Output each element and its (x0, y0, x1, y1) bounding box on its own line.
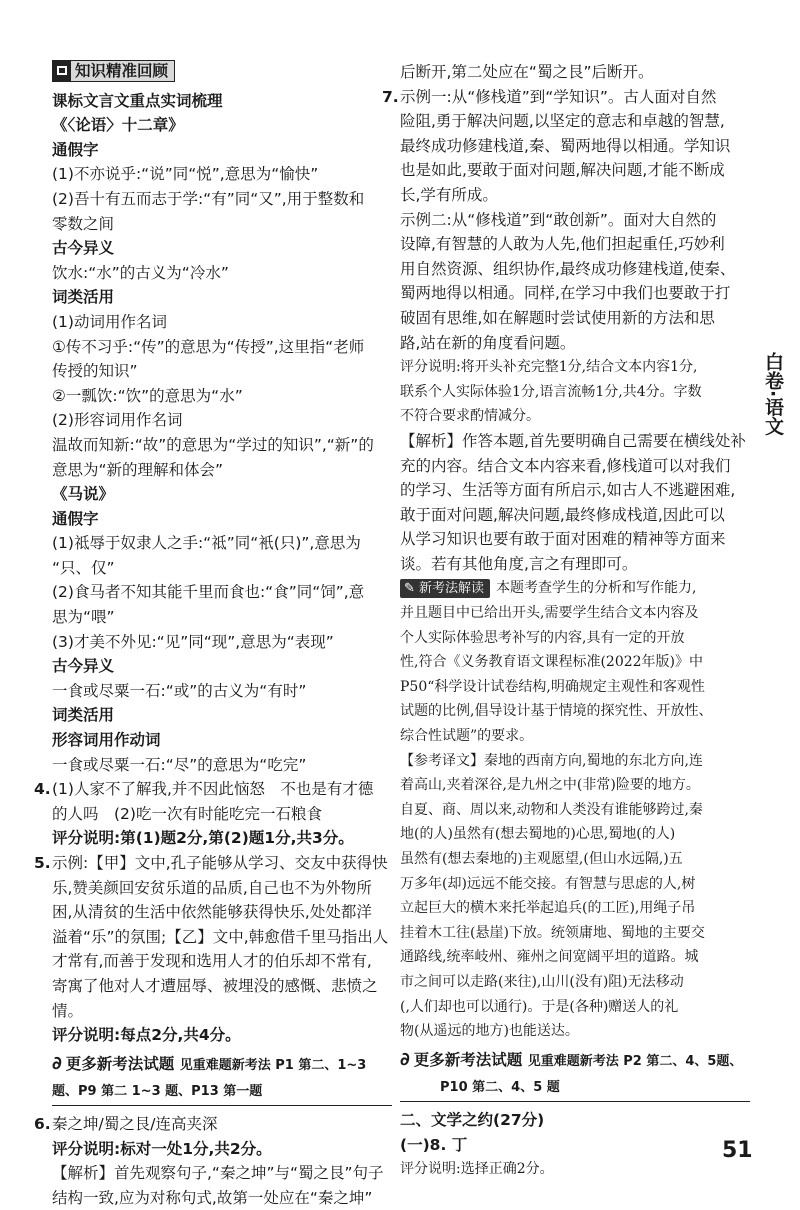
text-line: ①传不习乎:“传”的意思为“传授”,这里指“老师 (52, 337, 365, 356)
q4-line: (1)人家不了解我,并不因此恼怒 不也是有才德 (52, 780, 374, 799)
text-line: 着高山,夹着深谷,是九州之中(非常)险要的地方。 (400, 777, 700, 794)
book-icon (53, 61, 71, 81)
text-line: 通路线,统率岐州、雍州之间宽阔平坦的道路。城 (400, 949, 699, 966)
left-column (34, 60, 392, 1210)
link-icon: ∂ (400, 1048, 410, 1070)
q4-score: 评分说明:第(1)题2分,第(2)题1分,共3分。 (52, 829, 354, 848)
right-column (382, 60, 750, 1182)
text-line: 评分说明:将开头补充完整1分,结合文本内容1分, (400, 359, 698, 376)
text-line: 用自然资源、组织协作,最终成功修建栈道,使秦、 (400, 259, 736, 278)
text-line: 通假字 (52, 140, 99, 159)
q7-analysis (400, 429, 750, 577)
text-line: 一食或尽粟一石:“或”的古义为“有时” (52, 681, 307, 700)
text-line: 思为“喂” (52, 608, 115, 627)
text-line: 【解析】作答本题,首先要明确自己需要在横线处补 (400, 431, 746, 450)
link-icon: ∂ (52, 1052, 62, 1074)
text-line: 传授的知识” (52, 362, 138, 381)
text-line: 古今异义 (52, 657, 115, 676)
text-line: 敢于面对问题,解决问题,最终修成栈道,因此可以 (400, 505, 725, 524)
left-lines (52, 89, 392, 778)
text-line: (2)食马者不知其能千里而食也:“食”同“饲”,意 (52, 583, 365, 602)
text-line: 试题的比例,倡导设计基于情境的探究性、开放性、 (400, 703, 713, 720)
text-line: 性,符合《义务教育语文课程标准(2022年版)》中 (400, 654, 704, 671)
q6-score: 评分说明:标对一处1分,共2分。 (52, 1139, 272, 1158)
text-line: 物(从遥远的地方)也能送达。 (400, 1023, 579, 1040)
text-line: 通假字 (52, 509, 99, 528)
question-7: 7. 示例一:从“修栈道”到“学知识”。古人面对自然 险阻,勇于解决问题,以坚定的意志和卓越的智慧, 最终成功修建栈道,秦、蜀两地得以相通。学知识 也是如此,要敢于面对问题,解决问题,才能不断成 长,学有所成。 示例二:从“修栈道”到“敢创新”。面对大自然的 设障,有智慧的人敢为人先,他们担起重任,巧妙利 用自然资源、组织协作,最终成功修建栈道,使秦、 蜀两地得以相通。同样,在学习中我们也要敢于打 破固有思维,如在解题时尝试使用新的方法和思 路,站在新的角度看问题。 评分说明:将开头补充完整1分,结合文本内容1分, 联系个人实际体验1分,语言流畅1分,共4分。字数 不符合要求酌情减分。 【解析】作答本题,首先要明确自己需要在横线处补 充的内容。结合文本内容来看,修栈道可以对我们 的学习、生活等方面有所启示,如古人不逃避困难, 敢于面对问题,解决问题,最终修成栈道,因此可以 从学习知识也要有敢于面对困难的精神等方面来 谈。若有其他角度,言之有理即可。 (400, 85, 750, 577)
text-line: 《〈论语〉十二章》 (52, 116, 184, 135)
text-line: 万多年(却)远远不能交接。有智慧与思虑的人,树 (400, 875, 696, 892)
page-number: 51 (722, 1138, 753, 1163)
text-line: 路,站在新的角度看问题。 (400, 333, 576, 352)
text-line: 充的内容。结合文本内容来看,修栈道可以对我们 (400, 456, 731, 475)
q4-line: 的人吗 (2)吃一次有时能吃完一石粮食 (52, 804, 322, 823)
text-line: 虽然有(想去秦地的)主观愿望,(但山水远隔,)五 (400, 851, 683, 867)
text-line: (1)动词用作名词 (52, 312, 167, 331)
text-line: (2)形容词用作名词 (52, 411, 183, 430)
text-line: 破固有思维,如在解题时尝试使用新的方法和思 (400, 308, 715, 327)
question-4: 4. (1)人家不了解我,并不因此恼怒 不也是有才德 的人吗 (2)吃一次有时能吃完一石粮食 评分说明:第(1)题2分,第(2)题1分,共3分。 (52, 777, 392, 851)
text-line: 谈。若有其他角度,言之有理即可。 (400, 554, 638, 573)
text-line: 市之间可以走路(来往),山川(没有)阻)无法移动 (400, 973, 684, 990)
text-line: ②一瓢饮:“饮”的意思为“水” (52, 386, 243, 405)
text-line: (,人们却也可以通行)。于是(各种)赠送人的礼 (400, 998, 679, 1015)
text-line: 联系个人实际体验1分,语言流畅1分,共4分。字数 (400, 383, 702, 400)
question-6: 6. 秦之坤/蜀之艮/连高夹深 评分说明:标对一处1分,共2分。 【解析】首先观察句子,“秦之坤”与“蜀之艮”句子 结构一致,应为对称句式,故第一处应在“秦之坤” (52, 1112, 392, 1210)
text-line: (3)才美不外见:“见”同“现”,意思为“表现” (52, 632, 334, 651)
text-line: 自夏、商、周以来,动物和人类没有谁能够跨过,秦 (400, 801, 703, 818)
more-tests-link[interactable]: ∂ 更多新考法试题 见重难题新考法 P1 第二、1~3 题、P9 第二 1~3 题、P13 第一题 (52, 1052, 392, 1106)
q8-score: 评分说明:选择正确2分。 (400, 1161, 554, 1178)
text-line: 零数之间 (52, 214, 115, 233)
text-line: 词类活用 (52, 706, 115, 725)
continued-text: 后断开,第二处应在“蜀之艮”后断开。 (400, 63, 654, 81)
text-line: 蜀两地得以相通。同样,在学习中我们也要敢于打 (400, 284, 731, 303)
q7-score (400, 355, 750, 429)
text-line: 课标文言文重点实词梳理 (52, 91, 223, 110)
text-line: 意思为“新的理解和体会” (52, 460, 224, 479)
text-line: 示例一:从“修栈道”到“学知识”。古人面对自然 (400, 87, 717, 106)
text-line: 长,学有所成。 (400, 185, 498, 204)
side-label: 白卷·语文 (762, 352, 784, 436)
text-line: 古今异义 (52, 239, 115, 258)
text-line: 饮水:“水”的古义为“冷水” (52, 263, 229, 282)
reference-translation (400, 749, 750, 1044)
text-line: 个人实际体验思考补写的内容,具有一定的开放 (400, 629, 685, 646)
text-line: 【参考译文】秦地的西南方向,蜀地的东北方向,连 (400, 752, 703, 769)
more-tests-link-2[interactable]: ∂ 更多新考法试题 见重难题新考法 P2 第二、4、5题、 P10 第二、4、5 题 (400, 1048, 750, 1102)
text-line: 综合性试题”的要求。 (400, 728, 534, 745)
section-2-title: 二、文学之约(27分) (400, 1110, 545, 1129)
text-line: “只、仅” (52, 558, 115, 577)
text-line: P50“科学设计试卷结构,明确规定主观性和客观性 (400, 678, 705, 695)
text-line: 立起巨大的横木来托举起追兵(的工匠),用绳子吊 (400, 900, 696, 917)
text-line: 最终成功修建栈道,秦、蜀两地得以相通。学知识 (400, 136, 731, 155)
text-line: 的学习、生活等方面有所启示,如古人不逃避困难, (400, 481, 736, 500)
new-exam-badge: ✎ 新考法解读 (400, 579, 490, 598)
question-5: 5. 示例:【甲】文中,孔子能够从学习、交友中获得快 乐,赞美颜回安贫乐道的品质,自己也不为外物所 困,从清贫的生活中依然能够获得快乐,处处都洋 溢着“乐”的氛围;【乙】文中,韩愈借千里马指出人 才常有,而善于发现和选用人才的伯乐却不常有, 寄寓了他对人才遭屈辱、被埋没的感慨、悲愤之情。 评分说明:每点2分,共4分。 (52, 851, 392, 1048)
text-line: 并且题目中已给出开头,需要学生结合文本内容及 (400, 605, 699, 622)
text-line: 从学习知识也要有敢于面对困难的精神等方面来 (400, 530, 726, 549)
text-line: (2)吾十有五而志于学:“有”同“又”,用于整数和 (52, 189, 365, 208)
q7-lines (400, 85, 750, 356)
text-line: (1)祗辱于奴隶人之手:“祗”同“衹(只)”,意思为 (52, 534, 361, 553)
question-8: (一)8. 丁 (400, 1135, 468, 1154)
text-line: 词类活用 (52, 288, 115, 307)
text-line: 地(的人)虽然有(想去蜀地的)心思,蜀地(的人) (400, 826, 676, 843)
text-line: 也是如此,要敢于面对问题,解决问题,才能不断成 (400, 161, 725, 180)
text-line: 险阻,勇于解决问题,以坚定的意志和卓越的智慧, (400, 112, 725, 131)
section-header: 知识精准回顾 (52, 60, 175, 82)
text-line: 形容词用作动词 (52, 731, 161, 750)
pencil-icon: ✎ (404, 581, 415, 597)
text-line: 设障,有智慧的人敢为人先,他们担起重任,巧妙利 (400, 235, 725, 254)
text-line: 示例二:从“修栈道”到“敢创新”。面对大自然的 (400, 210, 717, 229)
text-line: 不符合要求酌情减分。 (400, 408, 540, 425)
text-line: 一食或尽粟一石:“尽”的意思为“吃完” (52, 755, 307, 774)
text-line: 挂着木工往(悬崖)下放。统领庸地、蜀地的主要交 (400, 924, 705, 941)
q5-score: 评分说明:每点2分,共4分。 (52, 1026, 241, 1045)
text-line: (1)不亦说乎:“说”同“悦”,意思为“愉快” (52, 165, 319, 184)
text-line: 温故而知新:“故”的意思为“学过的知识”,“新”的 (52, 435, 374, 454)
new-exam-reading: ✎ 新考法解读 本题考查学生的分析和写作能力, 并且题目中已给出开头,需要学生结合文本内容及 个人实际体验思考补写的内容,具有一定的开放 性,符合《义务教育语文课程标准(2022年版)》中 P50“科学设计试卷结构,明确规定主观性和客观性 试题的比例,倡导设计基于情境的探究性、开放性、 综合性试题”的要求。 (400, 576, 750, 748)
text-line: 《马说》 (52, 485, 115, 504)
